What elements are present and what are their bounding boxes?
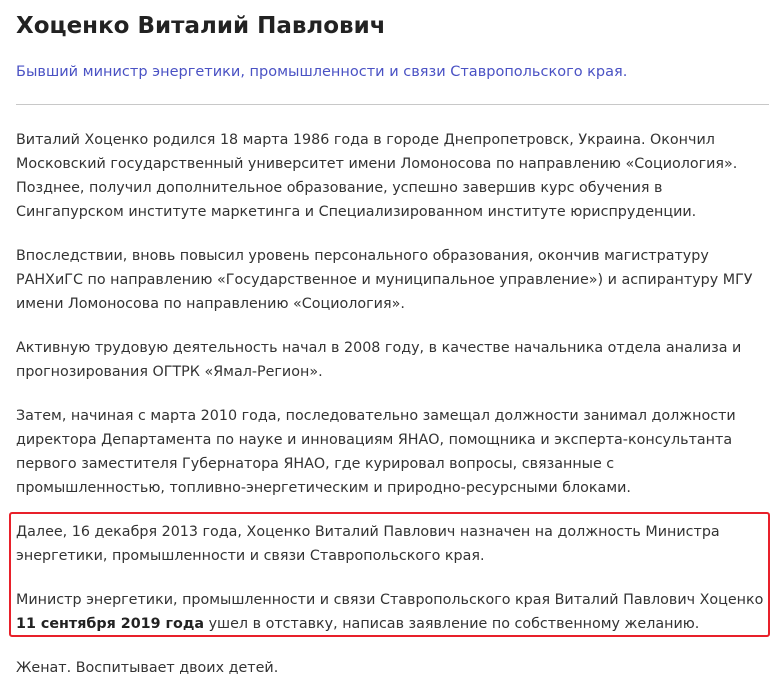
bio-paragraph-resignation	[16, 588, 766, 636]
bio-paragraph-education: Виталий Хоценко родился 18 марта 1986 года в городе Днепропетровск, Украина. Окончил Московский государственный университет имени Ломоносова по направлению «Социология». Позднее, получил дополнительное образование, успешно завершив курс обучения в Сингапурском институте маркетинга и Специализированном институте юриспруденции.	[16, 132, 738, 220]
resignation-date: 11 сентября 2019 года	[16, 616, 205, 632]
page-title: Хоценко Виталий Павлович	[16, 13, 386, 39]
bio-paragraph-yanao: Затем, начиная с марта 2010 года, последовательно замещал должности занимал должности директора Департамента по науке и инновациям ЯНАО, помощника и эксперта-консультанта первого заместителя Губернатора ЯНАО, где курировал вопросы, связанные с промышленностью, топливно-энергетическим и природно-ресурсными блоками.	[16, 408, 736, 496]
bio-paragraph-career-start: Активную трудовую деятельность начал в 2008 году, в качестве начальника отдела анализа и прогнозирования ОГТРК «Ямал-Регион».	[16, 340, 742, 380]
bio-paragraph-appointment: Далее, 16 декабря 2013 года, Хоценко Виталий Павлович назначен на должность Министра энергетики, промышленности и связи Ставропольского края.	[16, 524, 720, 564]
resignation-text-end: ушел в отставку, написав заявление по собственному желанию.	[204, 616, 700, 632]
position-subtitle: Бывший министр энергетики, промышленности и связи Ставропольского края.	[16, 64, 628, 80]
bio-paragraph-postgrad: Впоследствии, вновь повысил уровень персонального образования, окончив магистратуру РАНХиГС по направлению «Государственное и муниципальное управление») и аспирантуру МГУ имени Ломоносова по направлению «Социология».	[16, 248, 753, 312]
resignation-text-start: Министр энергетики, промышленности и связи Ставропольского края Виталий Павлович Хоценко	[16, 592, 764, 608]
bio-paragraph-family: Женат. Воспитывает двоих детей.	[16, 660, 279, 676]
divider	[16, 104, 769, 105]
